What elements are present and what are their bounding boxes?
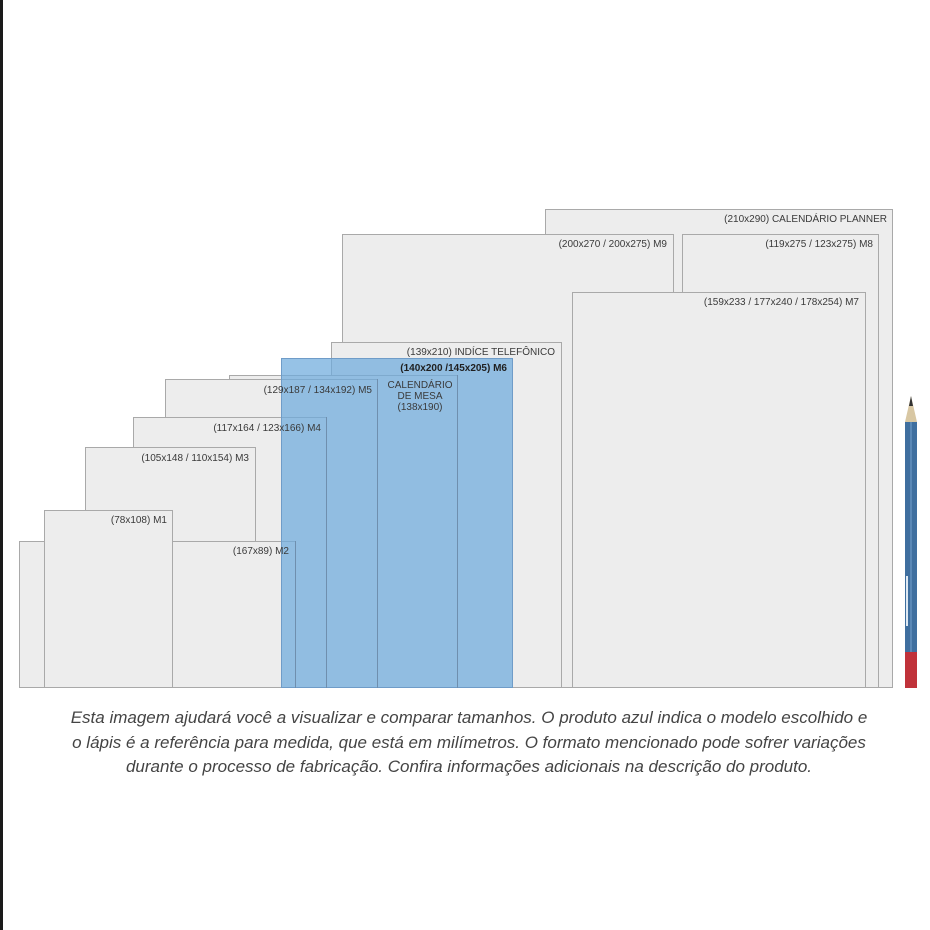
m2-outline-through-highlight	[295, 541, 296, 688]
label-telefonico: (139x210) INDÍCE TELEFÔNICO	[406, 347, 555, 358]
format-m1	[44, 510, 173, 688]
label-m7: (159x233 / 177x240 / 178x254) M7	[703, 297, 859, 308]
label-m4: (117x164 / 123x166) M4	[213, 423, 321, 434]
label-calendario-line2: DE MESA	[397, 391, 443, 402]
calendario-outline	[457, 375, 458, 688]
label-planner: (210x290) CALENDÁRIO PLANNER	[724, 214, 887, 225]
window-edge	[0, 0, 3, 930]
label-m3: (105x148 / 110x154) M3	[141, 453, 249, 464]
label-m2: (167x89) M2	[232, 546, 289, 557]
label-m8: (119x275 / 123x275) M8	[765, 239, 873, 250]
caption-line-3: durante o processo de fabricação. Confira informações adicionais na descrição do produto.	[125, 757, 813, 776]
pencil-icon	[903, 396, 919, 688]
label-calendario-mesa	[384, 380, 456, 413]
caption-line-1: Esta imagem ajudará você a visualizar e comparar tamanhos. O produto azul indica o modelo escolhido e	[70, 708, 868, 727]
label-m1: (78x108) M1	[110, 515, 167, 526]
label-calendario-line3: (138x190)	[397, 402, 443, 413]
label-m6: (140x200 /145x205) M6	[400, 363, 507, 374]
label-m5: (129x187 / 134x192) M5	[263, 385, 372, 396]
caption-line-2: o lápis é a referência para medida, que está em milímetros. O formato mencionado pode sofrer variações	[72, 732, 866, 752]
m5-outline-through-highlight	[326, 417, 327, 688]
format-m7	[572, 292, 866, 688]
label-calendario-line1: CALENDÁRIO	[387, 380, 453, 391]
m5-right-outline	[377, 379, 378, 688]
label-m9: (200x270 / 200x275) M9	[558, 239, 667, 250]
caption	[40, 706, 898, 780]
